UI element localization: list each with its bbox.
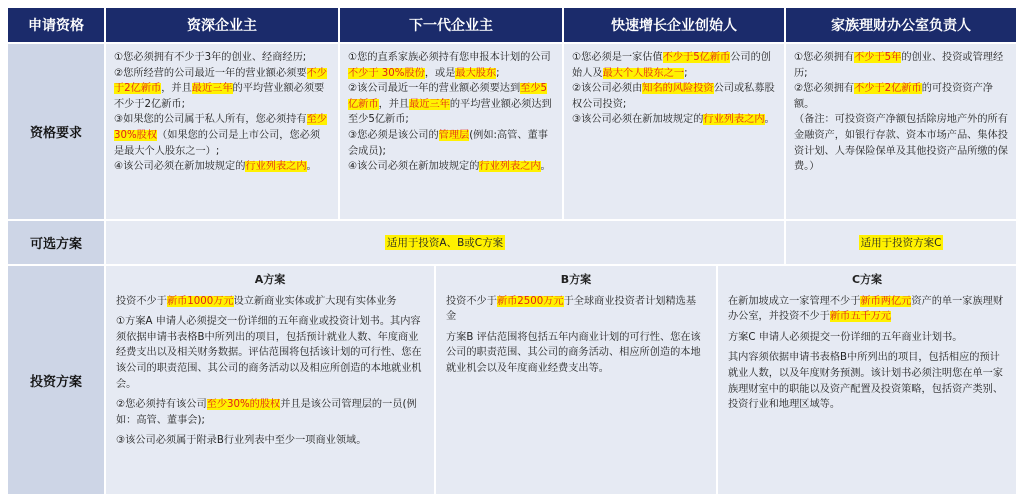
header-family-office-head: 家族理财办公室负责人: [786, 8, 1016, 42]
plan-title: B方案: [560, 273, 592, 286]
requirement-item: ①您必须是一家估值不少于5亿新币公司的创始人及最大个人股东之一;: [572, 52, 771, 79]
plan-paragraph: 投资不少于新币1000万元设立新商业实体或扩大现有实体业务: [116, 295, 397, 307]
requirement-item: ③您必须是该公司的管理层(例如:高管、董事会成员);: [348, 129, 548, 157]
highlight-text: 管理层: [438, 129, 470, 141]
requirements-next-gen-owner: [340, 44, 562, 219]
requirements-senior-owner: [106, 44, 338, 219]
highlight-text: 行业列表之内: [479, 161, 541, 173]
highlight-text: 行业列表之内: [245, 161, 307, 173]
highlight-text: 至少30%股权: [114, 114, 327, 141]
plan-c: [718, 266, 1016, 494]
requirement-item: ②您所经营的公司最近一年的营业额必须要不少于2亿新币，并且最近三年的平均营业额必须要不少于2亿新币;: [114, 67, 327, 110]
requirement-item: ①您必须拥有不少于3年的创业、经商经历;: [114, 52, 307, 63]
requirement-item: ④该公司必须在新加坡规定的行业列表之内。: [114, 161, 317, 173]
header-qualification: 申请资格: [8, 8, 104, 42]
highlight-text: 最近三年: [191, 83, 233, 95]
plan-paragraph: 投资不少于新币2500万元于全球商业投资者计划精选基金: [446, 295, 697, 323]
option-c: [786, 221, 1016, 264]
requirement-item: ①您的直系家族必须持有您申报本计划的公司不少于 30%股份，或是最大股东;: [348, 52, 551, 79]
plan-paragraph: 在新加坡成立一家管理不少于新币两亿元资产的单一家族理财办公室，并投资不少于新币五千万元: [728, 295, 1004, 323]
row-label-requirements: 资格要求: [8, 44, 104, 219]
highlight-text: 新币2500万元: [496, 295, 564, 307]
plan-paragraph: ③该公司必须属于附录B行业列表中至少一项商业领域。: [116, 435, 367, 447]
plan-b: [436, 266, 716, 494]
header-fast-growth-founder: 快速增长企业创始人: [564, 8, 784, 42]
requirement-item: ②该公司最近一年的营业额必须要达到至少5亿新币，并且最近三年的平均营业额必须达到至少5亿新币;: [348, 83, 552, 126]
highlight-text: 新币1000万元: [166, 295, 234, 307]
option-abc-text: 适用于投资A、B或C方案: [386, 237, 504, 249]
requirement-item: ④该公司必须在新加坡规定的行业列表之内。: [348, 161, 551, 173]
requirement-item: ③如果您的公司属于私人所有，您必须持有至少30%股权（如果您的公司是上市公司，您必须是最大个人股东之一）;: [114, 114, 327, 157]
row-label-plans: 投资方案: [8, 266, 104, 494]
plan-paragraph: ①方案A 申请人必须提交一份详细的五年商业或投资计划书。其内容须依据申请书表格B中所列出的项目，包括预计就业人数、年度商业经费支出以及相关财务数据。评估范围将包括该计划的可行性、您在该公司的职责范围、其公司的商务活动以及相应所创造的本地就业机会。: [116, 316, 422, 390]
highlight-text: 最大个人股东之一: [602, 67, 685, 79]
requirement-item: （备注：可投资资产净额包括除房地产外的所有金融资产，如银行存款、资本市场产品、集体投资计划、人寿保险保单及其他投资产品所缴的保费。）: [794, 114, 1008, 173]
highlight-text: 至少5亿新币: [348, 83, 547, 110]
requirement-item: ①您必须拥有不少于5年的创业、投资或管理经历;: [794, 52, 1004, 79]
requirements-fast-growth-founder: [564, 44, 784, 219]
plan-paragraph: 方案C 申请人必须提交一份详细的五年商业计划书。: [728, 331, 963, 343]
highlight-text: 至少30%的股权: [206, 399, 281, 411]
requirement-item: ②您必须拥有不少于2亿新币的可投资资产净额。: [794, 83, 993, 110]
highlight-text: 不少于2亿新币: [114, 67, 327, 95]
highlight-text: 不少于2亿新币: [854, 83, 922, 95]
row-label-options: 可选方案: [8, 221, 104, 264]
requirement-item: ②该公司必须由知名的风险投资公司或私募股权公司投资;: [572, 83, 775, 110]
highlight-text: 不少于 30%股份: [348, 67, 425, 79]
header-next-gen-owner: 下一代企业主: [340, 8, 562, 42]
highlight-text: 最近三年: [409, 98, 450, 110]
plan-paragraph: 方案B 评估范围将包括五年内商业计划的可行性、您在该公司的职责范围、其公司的商务活动、相应所创造的本地就业机会以及年度商业经费支出等。: [446, 331, 701, 374]
requirement-item: ③该公司必须在新加坡规定的行业列表之内。: [572, 114, 775, 126]
plan-title: C方案: [851, 273, 883, 286]
highlight-text: 不少于5年: [854, 52, 902, 63]
highlight-text: 新币两亿元: [860, 295, 912, 307]
plan-paragraph: 其内容须依据申请书表格B中所列出的项目，包括相应的预计就业人数，以及年度财务预测。该计划书必须注明您在单一家族理财室中的职能以及资产配置及投资策略，包括资产类别、投资行业和地理区域等。: [728, 352, 1004, 411]
plan-a: [106, 266, 434, 494]
highlight-text: 最大股东: [455, 67, 497, 79]
highlight-text: 知名的风险投资: [642, 83, 714, 95]
requirements-family-office-head: [786, 44, 1016, 219]
option-abc: [106, 221, 784, 264]
option-c-text: 适用于投资方案C: [860, 237, 942, 249]
highlight-text: 新币五千万元: [829, 311, 891, 323]
plan-title: A方案: [254, 273, 286, 286]
highlight-text: 行业列表之内: [703, 114, 765, 126]
plan-paragraph: ②您必须持有该公司至少30%的股权并且是该公司管理层的一员(例如：高管、董事会);: [116, 399, 417, 426]
header-senior-owner: 资深企业主: [106, 8, 338, 42]
highlight-text: 不少于5亿新币: [662, 52, 731, 63]
